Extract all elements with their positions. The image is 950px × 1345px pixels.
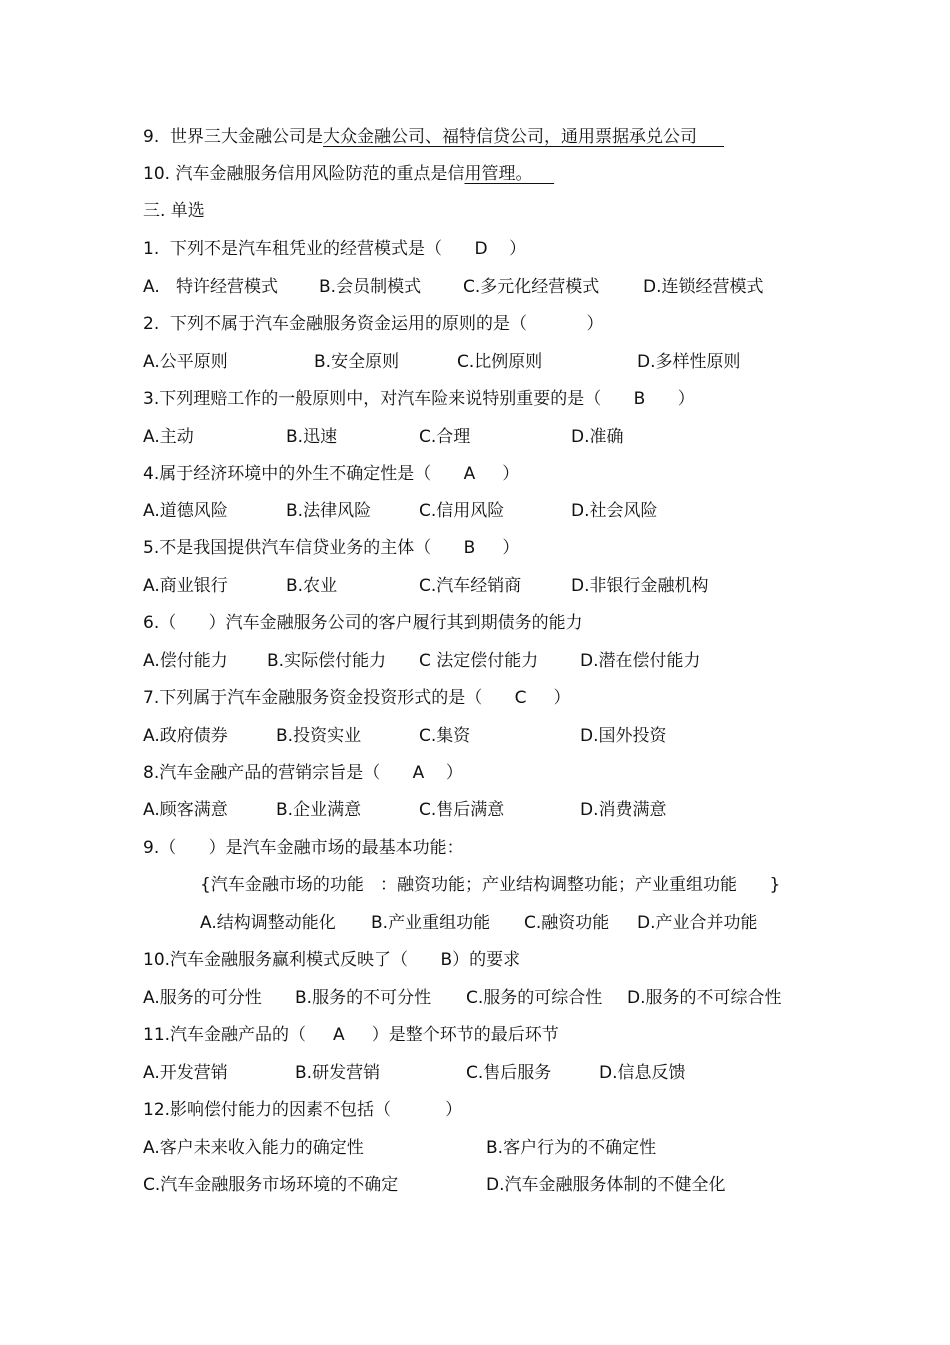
option-d: D.产业合并功能 — [637, 913, 758, 933]
option-b: B.安全原则 — [314, 352, 400, 372]
question-stem: 2. 下列不属于汽车金融服务资金运用的原则的是（ ） — [143, 314, 604, 334]
option-d: D.国外投资 — [580, 726, 667, 746]
blank-question-9-text: 9. 世界三大金融公司是 — [143, 127, 324, 147]
question-stem: 9.（ ）是汽车金融市场的最基本功能： — [143, 838, 464, 858]
option-d: D.多样性原则 — [637, 352, 741, 372]
blank-question-10-answer: 用管理。 — [464, 164, 555, 184]
question-stem: 1. 下列不是汽车租凭业的经营模式是（ D ） — [143, 239, 527, 259]
option-d: D.信息反馈 — [599, 1063, 686, 1083]
option-a: A. 特许经营模式 — [143, 277, 278, 297]
question-stem: 4.属于经济环境中的外生不确定性是（ A ） — [143, 464, 520, 484]
question-stem: 11.汽车金融产品的（ A ）是整个环节的最后环节 — [143, 1025, 559, 1045]
blank-question-9 — [143, 126, 724, 148]
option-d: D.非银行金融机构 — [571, 576, 709, 596]
blank-question-10-text: 10. 汽车金融服务信用风险防范的重点是信 — [143, 164, 465, 184]
option-b: B.农业 — [286, 576, 338, 596]
option-a: A.顾客满意 — [143, 800, 228, 820]
option-b: B.迅速 — [286, 427, 338, 447]
option-b: B.研发营销 — [295, 1063, 381, 1083]
question-stem: 5.不是我国提供汽车信贷业务的主体（ B ） — [143, 538, 520, 558]
option-c: C.服务的可综合性 — [466, 988, 603, 1008]
blank-question-9-answer: 大众金融公司、福特信贷公司，通用票据承兑公司 — [323, 127, 725, 147]
option-b: B.投资实业 — [276, 726, 362, 746]
option-c: C.售后服务 — [466, 1063, 552, 1083]
question-stem: 6.（ ）汽车金融服务公司的客户履行其到期债务的能力 — [143, 613, 583, 633]
option-a: A.偿付能力 — [143, 651, 228, 671]
question-stem: 10.汽车金融服务赢利模式反映了（ B）的要求 — [143, 950, 521, 970]
option-b: B.会员制模式 — [319, 277, 422, 297]
option-c: C.汽车经销商 — [419, 576, 522, 596]
option-d: D.服务的不可综合性 — [627, 988, 782, 1008]
option-c: C.信用风险 — [419, 501, 505, 521]
option-d: D.社会风险 — [571, 501, 658, 521]
option-c: C 法定偿付能力 — [419, 651, 539, 671]
option-c: C.集资 — [419, 726, 471, 746]
option-b: B.产业重组功能 — [371, 913, 491, 933]
option-d: D.准确 — [571, 427, 624, 447]
option-c: C.融资功能 — [524, 913, 610, 933]
option-a: A.政府债券 — [143, 726, 228, 746]
option-b: B.企业满意 — [276, 800, 362, 820]
option-c: C.汽车金融服务市场环境的不确定 — [143, 1175, 399, 1195]
option-c: C.合理 — [419, 427, 471, 447]
option-a: A.结构调整动能化 — [200, 913, 336, 933]
question-stem: 7.下列属于汽车金融服务资金投资形式的是（ C ） — [143, 688, 571, 708]
option-a: A.商业银行 — [143, 576, 228, 596]
option-b: B.客户行为的不确定性 — [486, 1138, 657, 1158]
option-a: A.主动 — [143, 427, 194, 447]
option-a: A.客户未来收入能力的确定性 — [143, 1138, 364, 1158]
question-note: {汽车金融市场的功能 ：融资功能；产业结构调整功能；产业重组功能 } — [200, 875, 781, 895]
option-a: A.服务的可分性 — [143, 988, 262, 1008]
option-c: C.售后满意 — [419, 800, 505, 820]
option-b: B.实际偿付能力 — [267, 651, 387, 671]
section-title: 三. 单选 — [143, 201, 205, 221]
question-stem: 3.下列理赔工作的一般原则中，对汽车险来说特别重要的是（ B ） — [143, 389, 695, 409]
option-d: D.连锁经营模式 — [643, 277, 764, 297]
question-stem: 12.影响偿付能力的因素不包括（ ） — [143, 1100, 463, 1120]
option-d: D.潜在偿付能力 — [580, 651, 701, 671]
option-c: C.比例原则 — [457, 352, 543, 372]
option-c: C.多元化经营模式 — [463, 277, 600, 297]
option-b: B.服务的不可分性 — [295, 988, 432, 1008]
option-a: A.公平原则 — [143, 352, 228, 372]
option-a: A.开发营销 — [143, 1063, 228, 1083]
option-d: D.消费满意 — [580, 800, 667, 820]
option-a: A.道德风险 — [143, 501, 228, 521]
option-d: D.汽车金融服务体制的不健全化 — [486, 1175, 726, 1195]
option-b: B.法律风险 — [286, 501, 372, 521]
question-stem: 8.汽车金融产品的营销宗旨是（ A ） — [143, 763, 463, 783]
blank-question-10 — [143, 163, 554, 185]
